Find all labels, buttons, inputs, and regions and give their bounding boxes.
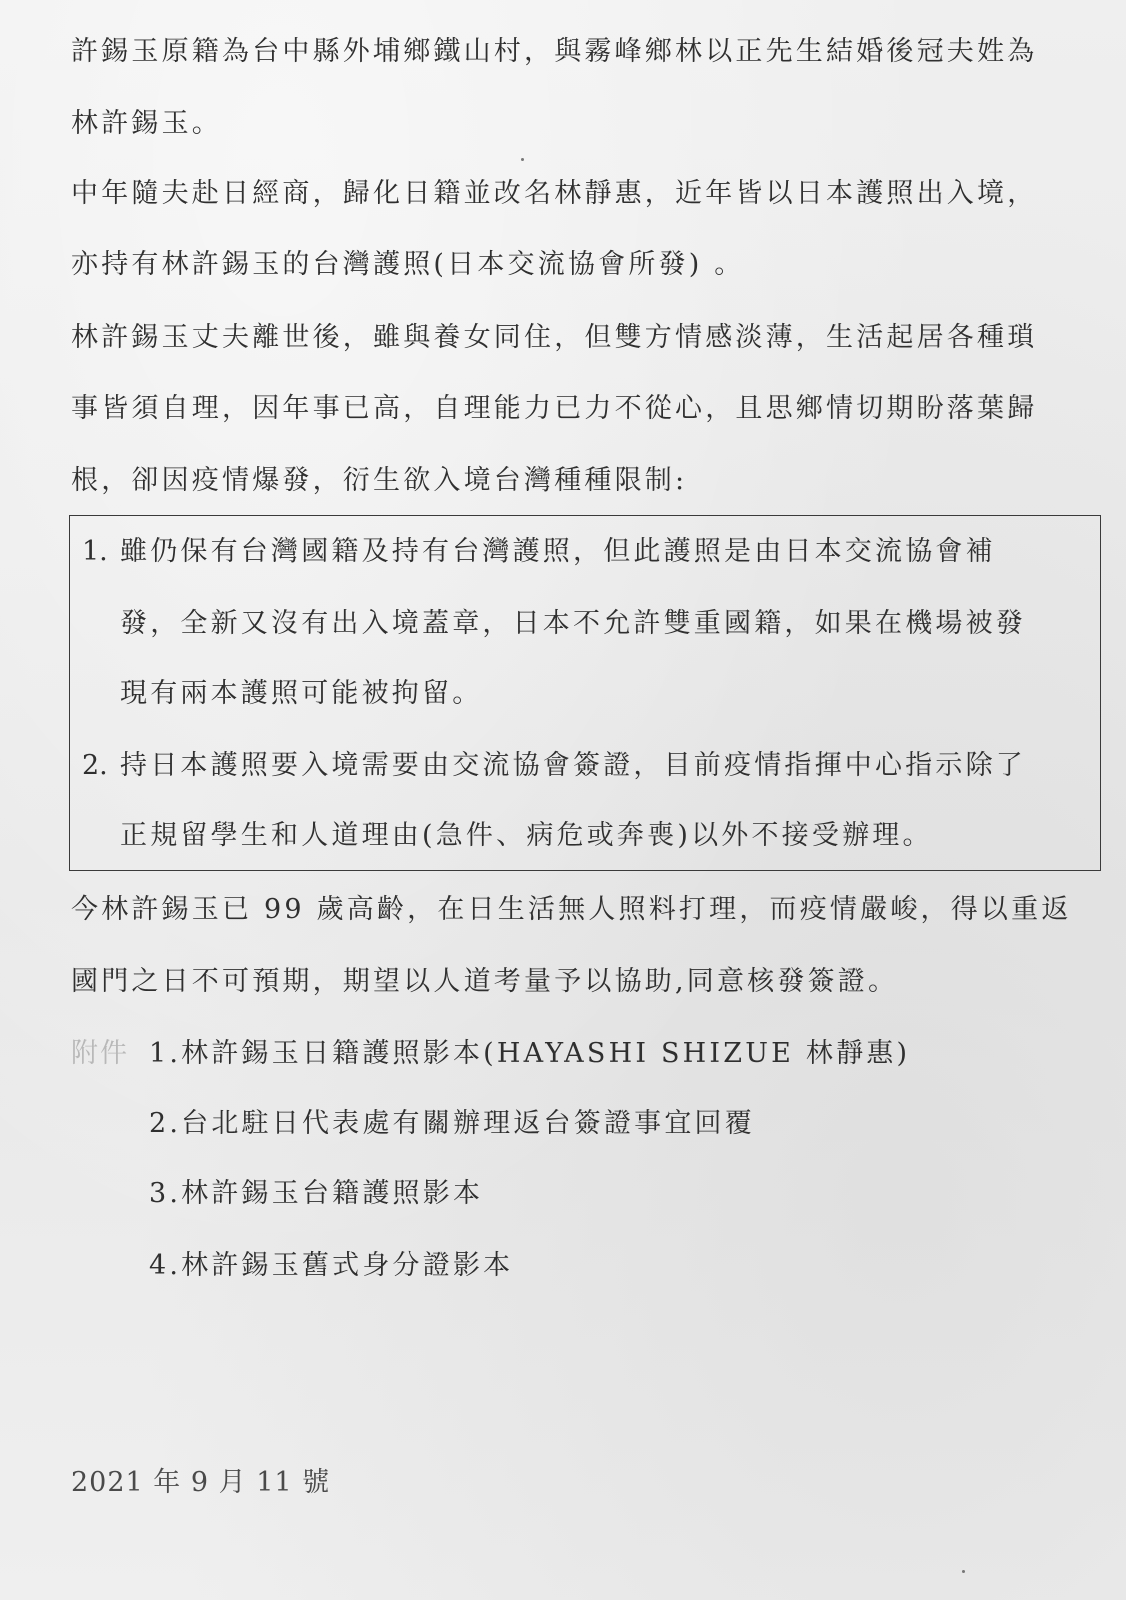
restriction-1-number: 1. [82, 536, 108, 567]
restriction-2-line-1 [82, 746, 1026, 786]
attachments-label: 附件 [71, 1038, 129, 1069]
restriction-1-line-3: 現有兩本護照可能被拘留。 [120, 678, 483, 709]
attachment-item-2: 2.台北駐日代表處有關辦理返台簽證事宜回覆 [149, 1108, 755, 1139]
restriction-2-line-2: 正規留學生和人道理由(急件、病危或奔喪)以外不接受辦理。 [120, 820, 933, 851]
paragraph-3-line-2: 事皆須自理，因年事已高，自理能力已力不從心，且思鄉情切期盼落葉歸 [71, 393, 1038, 424]
paragraph-4-line-2: 國門之日不可預期，期望以人道考量予以協助,同意核發簽證。 [71, 966, 899, 997]
attachment-item-1: 1.林許錫玉日籍護照影本(HAYASHI SHIZUE 林靜惠) [149, 1038, 911, 1069]
attachment-row-1 [71, 1034, 910, 1074]
restrictions-box [69, 515, 1101, 871]
attachment-item-4: 4.林許錫玉舊式身分證影本 [149, 1250, 514, 1281]
paragraph-2-line-2: 亦持有林許錫玉的台灣護照(日本交流協會所發) 。 [71, 249, 745, 280]
restriction-1-line-2: 發，全新又沒有出入境蓋章，日本不允許雙重國籍，如果在機場被發 [120, 608, 1026, 639]
restriction-1-line-1 [82, 532, 996, 572]
paragraph-4-line-1: 今林許錫玉已 99 歲高齡，在日生活無人照料打理，而疫情嚴峻，得以重返 [71, 894, 1072, 925]
paragraph-1-line-1: 許錫玉原籍為台中縣外埔鄉鐵山村，與霧峰鄉林以正先生結婚後冠夫姓為 [71, 36, 1038, 67]
scan-speck [521, 158, 524, 161]
restriction-2-text-1: 持日本護照要入境需要由交流協會簽證，目前疫情指揮中心指示除了 [120, 750, 1026, 781]
paragraph-1-line-2: 林許錫玉。 [71, 108, 222, 139]
paragraph-2-line-1: 中年隨夫赴日經商，歸化日籍並改名林靜惠，近年皆以日本護照出入境， [71, 178, 1038, 209]
paragraph-3-line-1: 林許錫玉丈夫離世後，雖與養女同住，但雙方情感淡薄，生活起居各種瑣 [71, 322, 1038, 353]
restriction-2-number: 2. [82, 750, 108, 781]
restriction-1-text-1: 雖仍保有台灣國籍及持有台灣護照，但此護照是由日本交流協會補 [120, 536, 996, 567]
paragraph-3-line-3: 根，卻因疫情爆發，衍生欲入境台灣種種限制: [71, 465, 688, 496]
document-date: 2021 年 9 月 11 號 [71, 1467, 331, 1498]
attachment-item-3: 3.林許錫玉台籍護照影本 [149, 1178, 484, 1209]
scan-speck [962, 1570, 965, 1573]
